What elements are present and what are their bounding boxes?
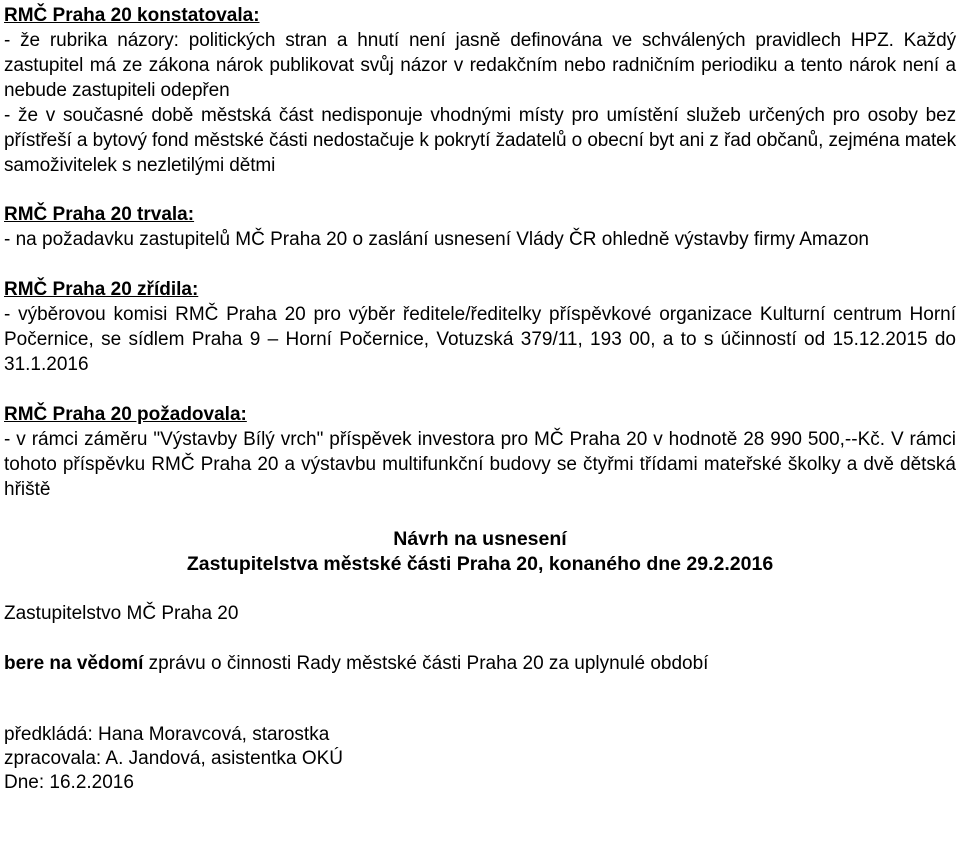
proposal-title-line2: Zastupitelstva městské části Praha 20, konaného dne 29.2.2016 — [186, 553, 774, 575]
document-footer — [4, 723, 956, 795]
section-heading: RMČ Praha 20 trvala: — [4, 204, 195, 225]
section-paragraph: - výběrovou komisi RMČ Praha 20 pro výběr ředitele/ředitelky příspěvkové organizace Kulturní centrum Horní Počernice, se sídlem Praha 9 – Horní Počernice, Votuzská 379/11, 193 00, a to s účinností od 15.12.2015 do 31.1.2016 — [4, 304, 956, 375]
resolution-verb: bere na vědomí — [4, 653, 144, 674]
footer-prepared-by: zpracovala: A. Jandová, asistentka OKÚ — [4, 748, 344, 769]
resolution-statement — [4, 651, 956, 676]
section-paragraph: - v rámci záměru "Výstavby Bílý vrch" příspěvek investora pro MČ Praha 20 v hodnotě 28 990 500,--Kč. V rámci tohoto příspěvku RMČ Praha 20 a výstavbu multifunkční budovy se čtyřmi třídami mateřské školky a dvě dětská hřiště — [4, 429, 956, 500]
section-heading: RMČ Praha 20 zřídila: — [4, 279, 199, 300]
section-paragraph: - že v současné době městská část nedisponuje vhodnými místy pro umístění služeb určených pro osoby bez přístřeší a bytový fond městské části nedostačuje k pokrytí žadatelů o obecní byt ani z řad občanů, zejména matek samoživitelek s nezletilými dětmi — [4, 105, 956, 176]
resolution-text: zprávu o činnosti Rady městské části Praha 20 za uplynulé období — [143, 653, 709, 674]
proposal-title — [4, 527, 956, 577]
section-heading: RMČ Praha 20 konstatovala: — [4, 5, 260, 26]
document-page — [4, 3, 956, 795]
footer-date: Dne: 16.2.2016 — [4, 772, 134, 793]
resolution-body: Zastupitelstvo MČ Praha 20 — [4, 603, 239, 624]
proposal-title-line1: Návrh na usnesení — [393, 528, 567, 550]
section-heading: RMČ Praha 20 požadovala: — [4, 404, 247, 425]
section-pozadovala — [4, 402, 956, 502]
section-trvala — [4, 202, 956, 252]
footer-presenter: předkládá: Hana Moravcová, starostka — [4, 724, 330, 745]
section-konstatovala — [4, 3, 956, 178]
section-paragraph: - na požadavku zastupitelů MČ Praha 20 o zaslání usnesení Vlády ČR ohledně výstavby firmy Amazon — [4, 229, 869, 250]
section-paragraph: - že rubrika názory: politických stran a hnutí není jasně definována ve schválených pravidlech HPZ. Každý zastupitel má ze zákona nárok publikovat svůj názor v redakčním nebo radničním periodiku a tento nárok není a nebude zastupiteli odepřen — [4, 30, 956, 101]
section-zridila — [4, 277, 956, 377]
